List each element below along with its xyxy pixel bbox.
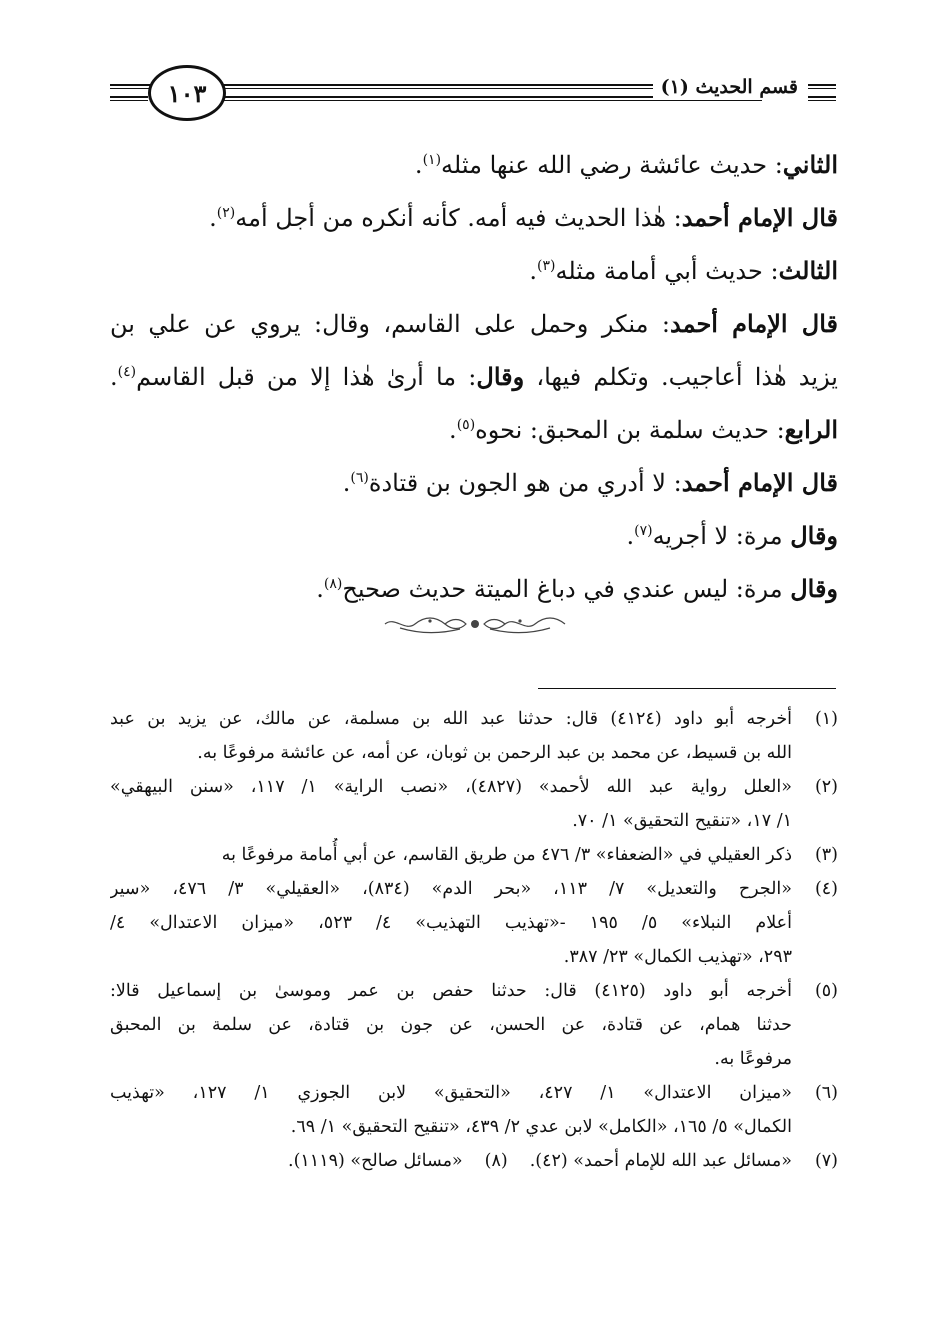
footnote-ref: (٨)	[323, 576, 343, 592]
footnote-line: ٢٩٣، «تهذيب الكمال» ٢٣/ ٣٨٧.	[563, 947, 792, 967]
text-line	[110, 244, 838, 297]
text-line	[110, 403, 838, 456]
line-end: .	[449, 416, 457, 444]
footnote-text: «مسائل عبد الله للإمام أحمد» (٤٢).	[529, 1151, 792, 1171]
footnote-number: (٨)	[484, 1151, 508, 1171]
line-text: : منكر وحمل على القاسم، وقال: يروي عن علي بن	[110, 310, 670, 338]
line-end: .	[110, 363, 118, 391]
footnote	[110, 1144, 838, 1178]
page-number-text: ١٠٣	[167, 78, 207, 108]
line-text: مرة: لا أجريه	[652, 522, 791, 550]
footnote-line: أخرجه أبو داود (٤١٢٥) قال: حدثنا حفص بن عمر وموسىٰ بن إسماعيل قالا:	[110, 981, 792, 1001]
footnote	[110, 974, 838, 1076]
footnote-line: «العلل رواية عبد الله لأحمد» (٤٨٢٧)، «نصب الراية» ١/ ١١٧، «سنن البيهقي»	[110, 777, 792, 797]
footnote	[110, 770, 838, 838]
footnote-separator	[538, 688, 836, 689]
line-end: .	[414, 151, 423, 179]
footnote-text: «مسائل صالح» (١١١٩).	[288, 1151, 463, 1171]
footnote-number: (٧)	[814, 1151, 838, 1171]
ornament-divider	[380, 612, 570, 636]
footnote	[110, 702, 838, 770]
text-line	[110, 138, 838, 191]
line-text: : حديث أبي أمامة مثله	[555, 257, 779, 285]
line-text: : حديث عائشة رضي الله عنها مثله	[441, 151, 783, 179]
footnote-number: (٦)	[814, 1083, 838, 1103]
footnote-number: (٢)	[814, 777, 838, 797]
main-text	[110, 138, 838, 615]
footnote-line: «الجرح والتعديل» ٧/ ١١٣، «بحر الدم» (٨٣٤)، «العقيلي» ٣/ ٤٧٦، «سير	[110, 879, 792, 899]
page-header	[110, 62, 836, 122]
footnote-ref: (١)	[422, 152, 442, 168]
line-end: .	[626, 522, 635, 550]
line-text: مرة: ليس عندي في دباغ الميتة حديث صحيح	[342, 575, 791, 603]
footnote-line: أعلام النبلاء» ٥/ ١٩٥ -«تهذيب التهذيب» ٤/ ٥٢٣، «ميزان الاعتدال» ٤/	[110, 913, 792, 933]
footnote-ref: (٥)	[456, 417, 476, 433]
header-rule	[110, 96, 148, 101]
line-label: وقال	[790, 521, 838, 550]
line-end: .	[209, 204, 217, 232]
footnote-line	[110, 1144, 792, 1178]
text-line	[110, 297, 838, 350]
footnote-ref: (٤)	[117, 364, 137, 380]
text-line	[110, 509, 838, 562]
line-label: وقال	[476, 362, 525, 391]
footnote-line: الله بن قسيط، عن محمد بن عبد الرحمن بن ثوبان، عن أمه، عن عائشة مرفوعًا به.	[197, 743, 792, 763]
footnote-line: ١/ ١٧، «تنقيح التحقيق» ١/ ٧٠.	[572, 811, 792, 831]
line-label: قال الإمام أحمد	[670, 309, 838, 338]
footnote	[110, 1076, 838, 1144]
footnote-number: (٤)	[814, 879, 838, 899]
header-rule	[808, 84, 836, 89]
line-text: : ما أرىٰ هٰذا إلا من قبل القاسم	[136, 363, 477, 391]
footnote	[110, 838, 838, 872]
line-label: الثالث	[778, 256, 838, 285]
footnotes	[110, 702, 838, 1178]
line-label: الرابع	[784, 415, 838, 444]
header-rule	[808, 96, 836, 101]
line-label: قال الإمام أحمد	[681, 468, 838, 497]
footnote-line: «ميزان الاعتدال» ١/ ٤٢٧، «التحقيق» لابن الجوزي ١/ ١٢٧، «تهذيب	[110, 1083, 792, 1103]
line-label: الثاني	[782, 150, 838, 179]
line-text: : هٰذا الحديث فيه أمه. كأنه أنكره من أجل أمه	[235, 204, 682, 232]
footnote-line: حدثنا همام، عن قتادة، عن الحسن، عن جون بن قتادة، عن سلمة بن المحبق	[110, 1015, 792, 1035]
footnote-line: ذكر العقيلي في «الضعفاء» ٣/ ٤٧٦ من طريق القاسم، عن أبي أُمامة مرفوعًا به	[221, 845, 792, 865]
line-label: قال الإمام أحمد	[681, 203, 838, 232]
line-text: يزيد هٰذا أعاجيب. وتكلم فيها،	[524, 363, 838, 391]
footnote-ref: (٧)	[634, 523, 653, 539]
line-end: .	[342, 469, 351, 497]
line-text: : لا أدري من هو الجون بن قتادة	[368, 469, 682, 497]
footnote-line: مرفوعًا به.	[714, 1049, 792, 1069]
line-end: .	[529, 257, 537, 285]
text-line	[110, 562, 838, 615]
line-text: : حديث سلمة بن المحبق: نحوه	[475, 416, 785, 444]
footnote-line: أخرجه أبو داود (٤١٢٤) قال: حدثنا عبد الله بن مسلمة، عن مالك، عن يزيد بن عبد	[110, 709, 792, 729]
footnote-ref: (٢)	[216, 205, 236, 221]
footnote-number: (٣)	[814, 845, 838, 865]
footnote-ref: (٣)	[537, 258, 556, 274]
text-line	[110, 191, 838, 244]
footnote	[110, 872, 838, 974]
footnote-line: الكمال» ٥/ ١٦٥، «الكامل» لابن عدي ٢/ ٤٣٩، «تنقيح التحقيق» ١/ ٦٩.	[290, 1117, 792, 1137]
line-end: .	[316, 575, 324, 603]
running-title: قسم الحديث (١)	[653, 76, 806, 98]
text-line	[110, 456, 838, 509]
line-label: وقال	[790, 574, 838, 603]
page-number	[148, 65, 226, 121]
footnote-ref: (٦)	[350, 470, 369, 486]
footnote-number: (١)	[814, 709, 838, 729]
footnote-number: (٥)	[814, 981, 838, 1001]
text-line	[110, 350, 838, 403]
